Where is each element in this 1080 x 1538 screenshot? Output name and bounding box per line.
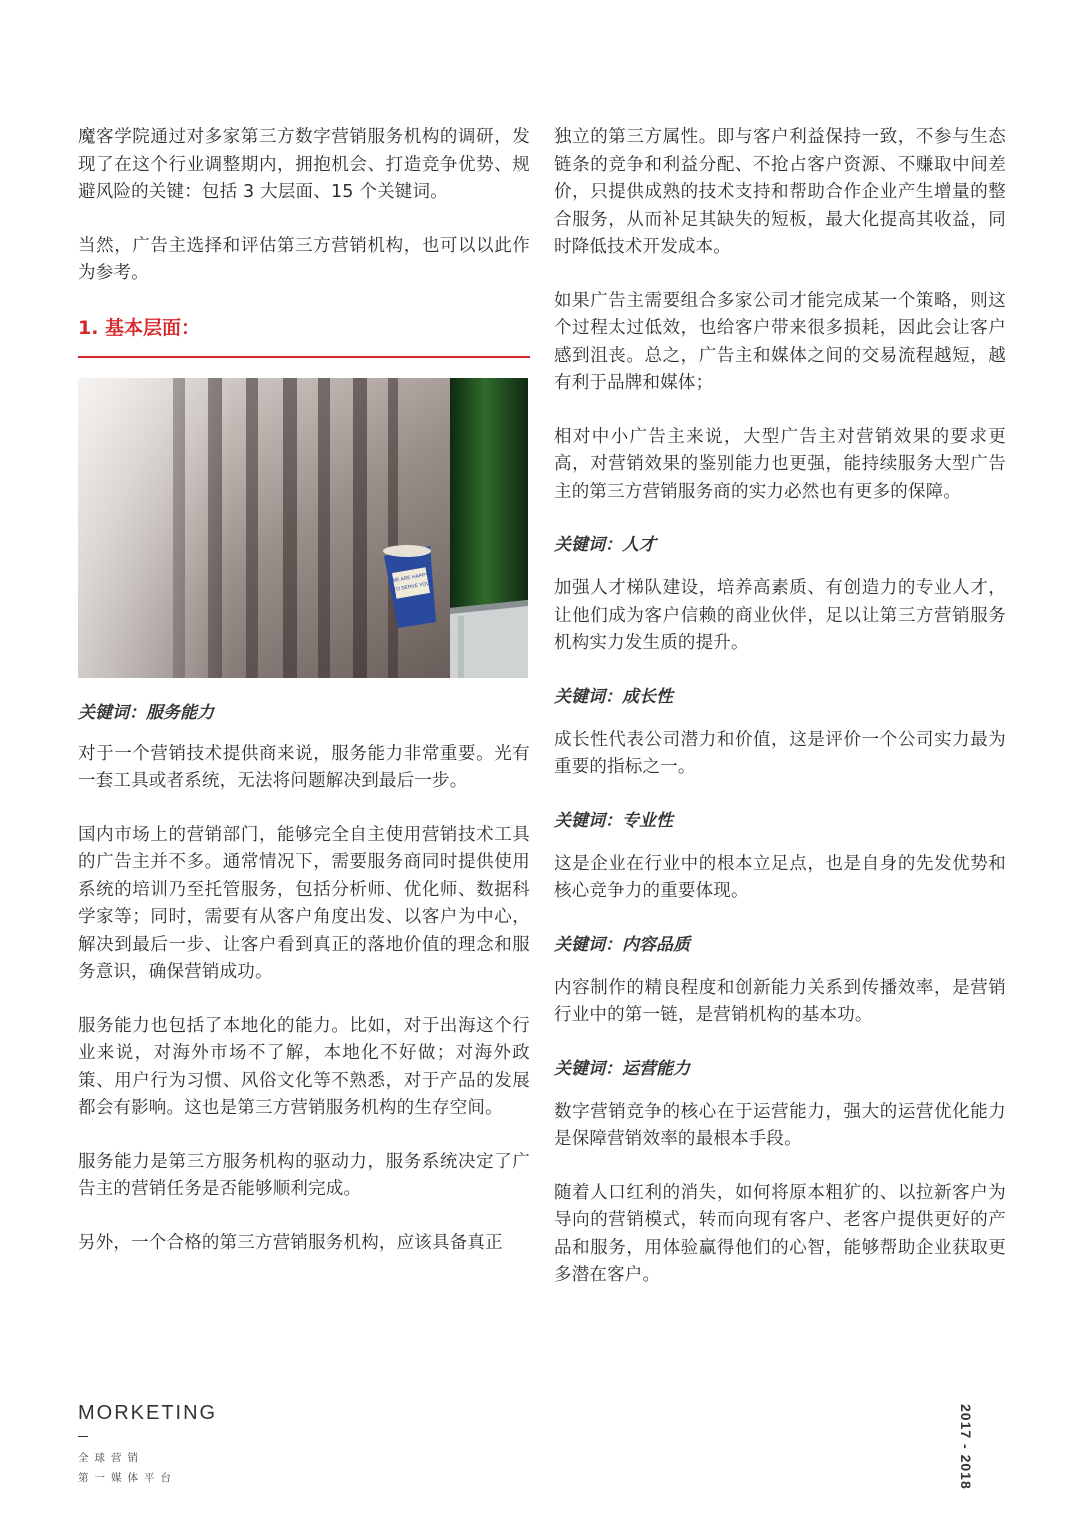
keyword-label: 关键词：专业性: [554, 810, 673, 831]
body-paragraph: 随着人口红利的消失，如何将原本粗犷的、以拉新客户为导向的营销模式，转而向现有客户、老客户提供更好的产品和服务，用体验赢得他们的心智，能够帮助企业获取更多潜在客户。: [554, 1182, 1006, 1285]
brand-logo-text: MORKETING: [78, 1402, 218, 1424]
keyword-label: 关键词：成长性: [554, 686, 673, 707]
keyword-label: 关键词：人才: [554, 535, 656, 555]
body-paragraph: 国内市场上的营销部门，能够完全自主使用营销技术工具的广告主并不多。通常情况下，需要服务商同时提供使用系统的培训乃至托管服务，包括分析师、优化师、数据科学家等；同时，需要有从客户角度出发、以客户为中心，解决到最后一步、让客户看到真正的落地价值的理念和服务意识，确保营销成功。: [78, 824, 530, 982]
body-paragraph: 如果广告主需要组合多家公司才能完成某一个策略，则这个过程太过低效，也给客户带来很多损耗，因此会让客户感到沮丧。总之，广告主和媒体之间的交易流程越短，越有利于品牌和媒体；: [554, 290, 1006, 393]
street-photo: [78, 378, 528, 678]
footer-divider: [78, 1436, 88, 1437]
body-paragraph: 服务能力也包括了本地化的能力。比如，对于出海这个行业来说，对海外市场不了解，本地化不好做；对海外政策、用户行为习惯、风俗文化等不熟悉，对于产品的发展都会有影响。这也是第三方营销服务机构的生存空间。: [78, 1015, 530, 1118]
keyword-label: 关键词：内容品质: [554, 934, 690, 955]
body-paragraph: 这是企业在行业中的根本立足点，也是自身的先发优势和核心竞争力的重要体现。: [554, 853, 1006, 901]
intro-paragraph: 魔客学院通过对多家第三方数字营销服务机构的调研，发现了在这个行业调整期内，拥抱机会、打造竞争优势、规避风险的关键：包括 3 大层面、15 个关键词。: [78, 127, 530, 202]
body-paragraph: 数字营销竞争的核心在于运营能力，强大的运营优化能力是保障营销效率的最根本手段。: [554, 1101, 1006, 1149]
body-paragraph: 相对中小广告主来说，大型广告主对营销效果的要求更高，对营销效果的鉴别能力也更强，能持续服务大型广告主的第三方营销服务商的实力必然也有更多的保障。: [554, 426, 1006, 502]
left-column: [78, 124, 530, 1283]
body-paragraph: 服务能力是第三方服务机构的驱动力，服务系统决定了广告主的营销任务是否能够顺利完成。: [78, 1151, 530, 1199]
footer-tagline: 第一媒体平台: [78, 1472, 177, 1484]
right-column: [554, 124, 1006, 1316]
year-range: 2017 - 2018: [958, 1404, 974, 1490]
intro-paragraph: 当然，广告主选择和评估第三方营销机构，也可以以此作为参考。: [78, 235, 530, 283]
footer-tagline: 全球营销: [78, 1452, 144, 1464]
section-heading: 1. 基本层面：: [78, 314, 530, 358]
keyword-label: 关键词：运营能力: [554, 1058, 690, 1079]
body-paragraph: 加强人才梯队建设，培养高素质、有创造力的专业人才，让他们成为客户信赖的商业伙伴，足以让第三方营销服务机构实力发生质的提升。: [554, 578, 1006, 653]
body-paragraph: 内容制作的精良程度和创新能力关系到传播效率，是营销行业中的第一链，是营销机构的基本功。: [554, 977, 1006, 1025]
body-paragraph: 对于一个营销技术提供商来说，服务能力非常重要。光有一套工具或者系统，无法将问题解决到最后一步。: [78, 743, 530, 791]
body-paragraph: 另外，一个合格的第三方营销服务机构，应该具备真正: [78, 1232, 503, 1253]
cup-text: WE ARE HAPPY: [390, 571, 430, 584]
body-paragraph: 成长性代表公司潜力和价值，这是评价一个公司实力最为重要的指标之一。: [554, 729, 1006, 777]
body-paragraph: 独立的第三方属性。即与客户利益保持一致，不参与生态链条的竞争和利益分配、不抢占客户资源、不赚取中间差价，只提供成熟的技术支持和帮助合作企业产生增量的整合服务，从而补足其缺失的短板，最大化提高其收益，同时降低技术开发成本。: [554, 127, 1006, 257]
keyword-label: 关键词：服务能力: [78, 702, 214, 723]
cup-text: TO SERVE YOU: [392, 580, 431, 593]
